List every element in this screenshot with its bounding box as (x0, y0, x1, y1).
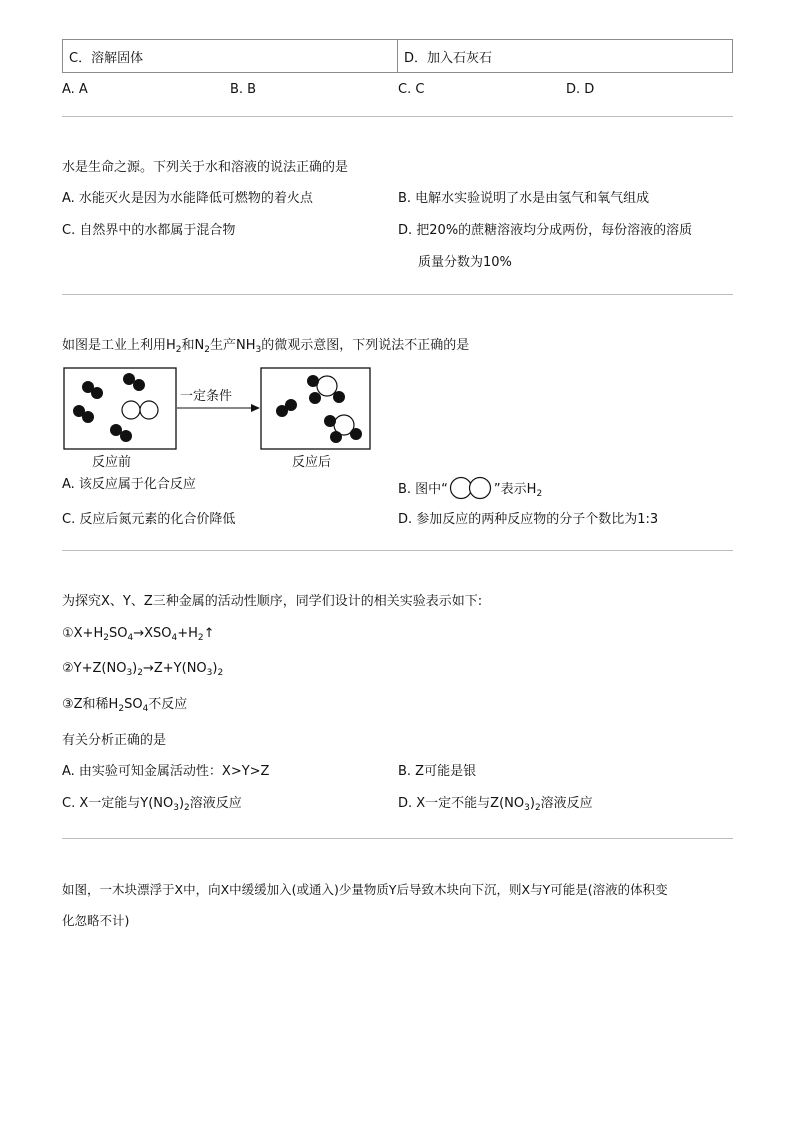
option-b[interactable]: B. Z可能是银 (398, 764, 477, 779)
divider (62, 838, 733, 839)
option-b[interactable]: B. 图中“ ”表示$H_2$ (398, 476, 542, 500)
divider (62, 294, 733, 295)
option-a[interactable]: A. 由实验可知金属活动性：X>Y>Z (62, 764, 270, 779)
option-a[interactable]: A. 该反应属于化合反应 (62, 477, 196, 492)
divider (62, 550, 733, 551)
caption-before: 反应前 (92, 455, 132, 470)
option-c[interactable]: C. 自然界中的水都属于混合物 (62, 223, 236, 238)
option-d[interactable]: D. D (566, 82, 595, 97)
table-cell-c: C．溶解固体 (63, 40, 398, 73)
question-stem: 如图，一木块漂浮于X中，向X中缓缓加入(或通入)少量物质Y后导致木块向下沉，则X与Y可能是(溶液的体积变 (62, 882, 668, 897)
option-d-continued: 质量分数为10% (418, 255, 512, 270)
option-c[interactable]: C. C (398, 82, 425, 97)
option-c[interactable]: C. X一定能与$Y(NO_3)_2$溶液反应 (62, 796, 242, 813)
option-d[interactable]: D. 把20%的蔗糖溶液均分成两份，每份溶液的溶质 (398, 223, 693, 238)
equation-2: $②Y+Z(NO_3)_2\to Z+Y(NO_3)_2$ (62, 661, 224, 678)
h2-molecule-icon (448, 476, 494, 500)
question-stem-continued: 化忽略不计) (62, 913, 130, 928)
option-a[interactable]: A. A (62, 82, 88, 97)
question-stem: 如图是工业上利用$H_2$和$N_2$生产$NH_3$的微观示意图，下列说法不正确的是 (62, 338, 470, 355)
question-ask: 有关分析正确的是 (62, 733, 167, 748)
equation-1: $①X+H_2SO_4\to XSO_4+H_2↑$ (62, 626, 215, 643)
options-table (62, 39, 733, 73)
table-cell-d: D．加入石灰石 (398, 40, 733, 73)
option-b[interactable]: B. B (230, 82, 257, 97)
divider (62, 116, 733, 117)
option-c[interactable]: C. 反应后氮元素的化合价降低 (62, 512, 236, 527)
question-stem: 水是生命之源。下列关于水和溶液的说法正确的是 (62, 160, 349, 175)
option-d[interactable]: D. X一定不能与$Z(NO_3)_2$溶液反应 (398, 796, 593, 813)
equation-3: ③Z和稀$H_2SO_4$不反应 (62, 697, 188, 714)
caption-after: 反应后 (292, 455, 332, 470)
option-b[interactable]: B. 电解水实验说明了水是由氢气和氧气组成 (398, 191, 650, 206)
option-a[interactable]: A. 水能灭火是因为水能降低可燃物的着火点 (62, 191, 313, 206)
option-d[interactable]: D. 参加反应的两种反应物的分子个数比为1:3 (398, 512, 659, 527)
question-stem: 为探究X、Y、Z三种金属的活动性顺序，同学们设计的相关实验表示如下: (62, 594, 483, 609)
arrow-label: 一定条件 (180, 389, 233, 404)
